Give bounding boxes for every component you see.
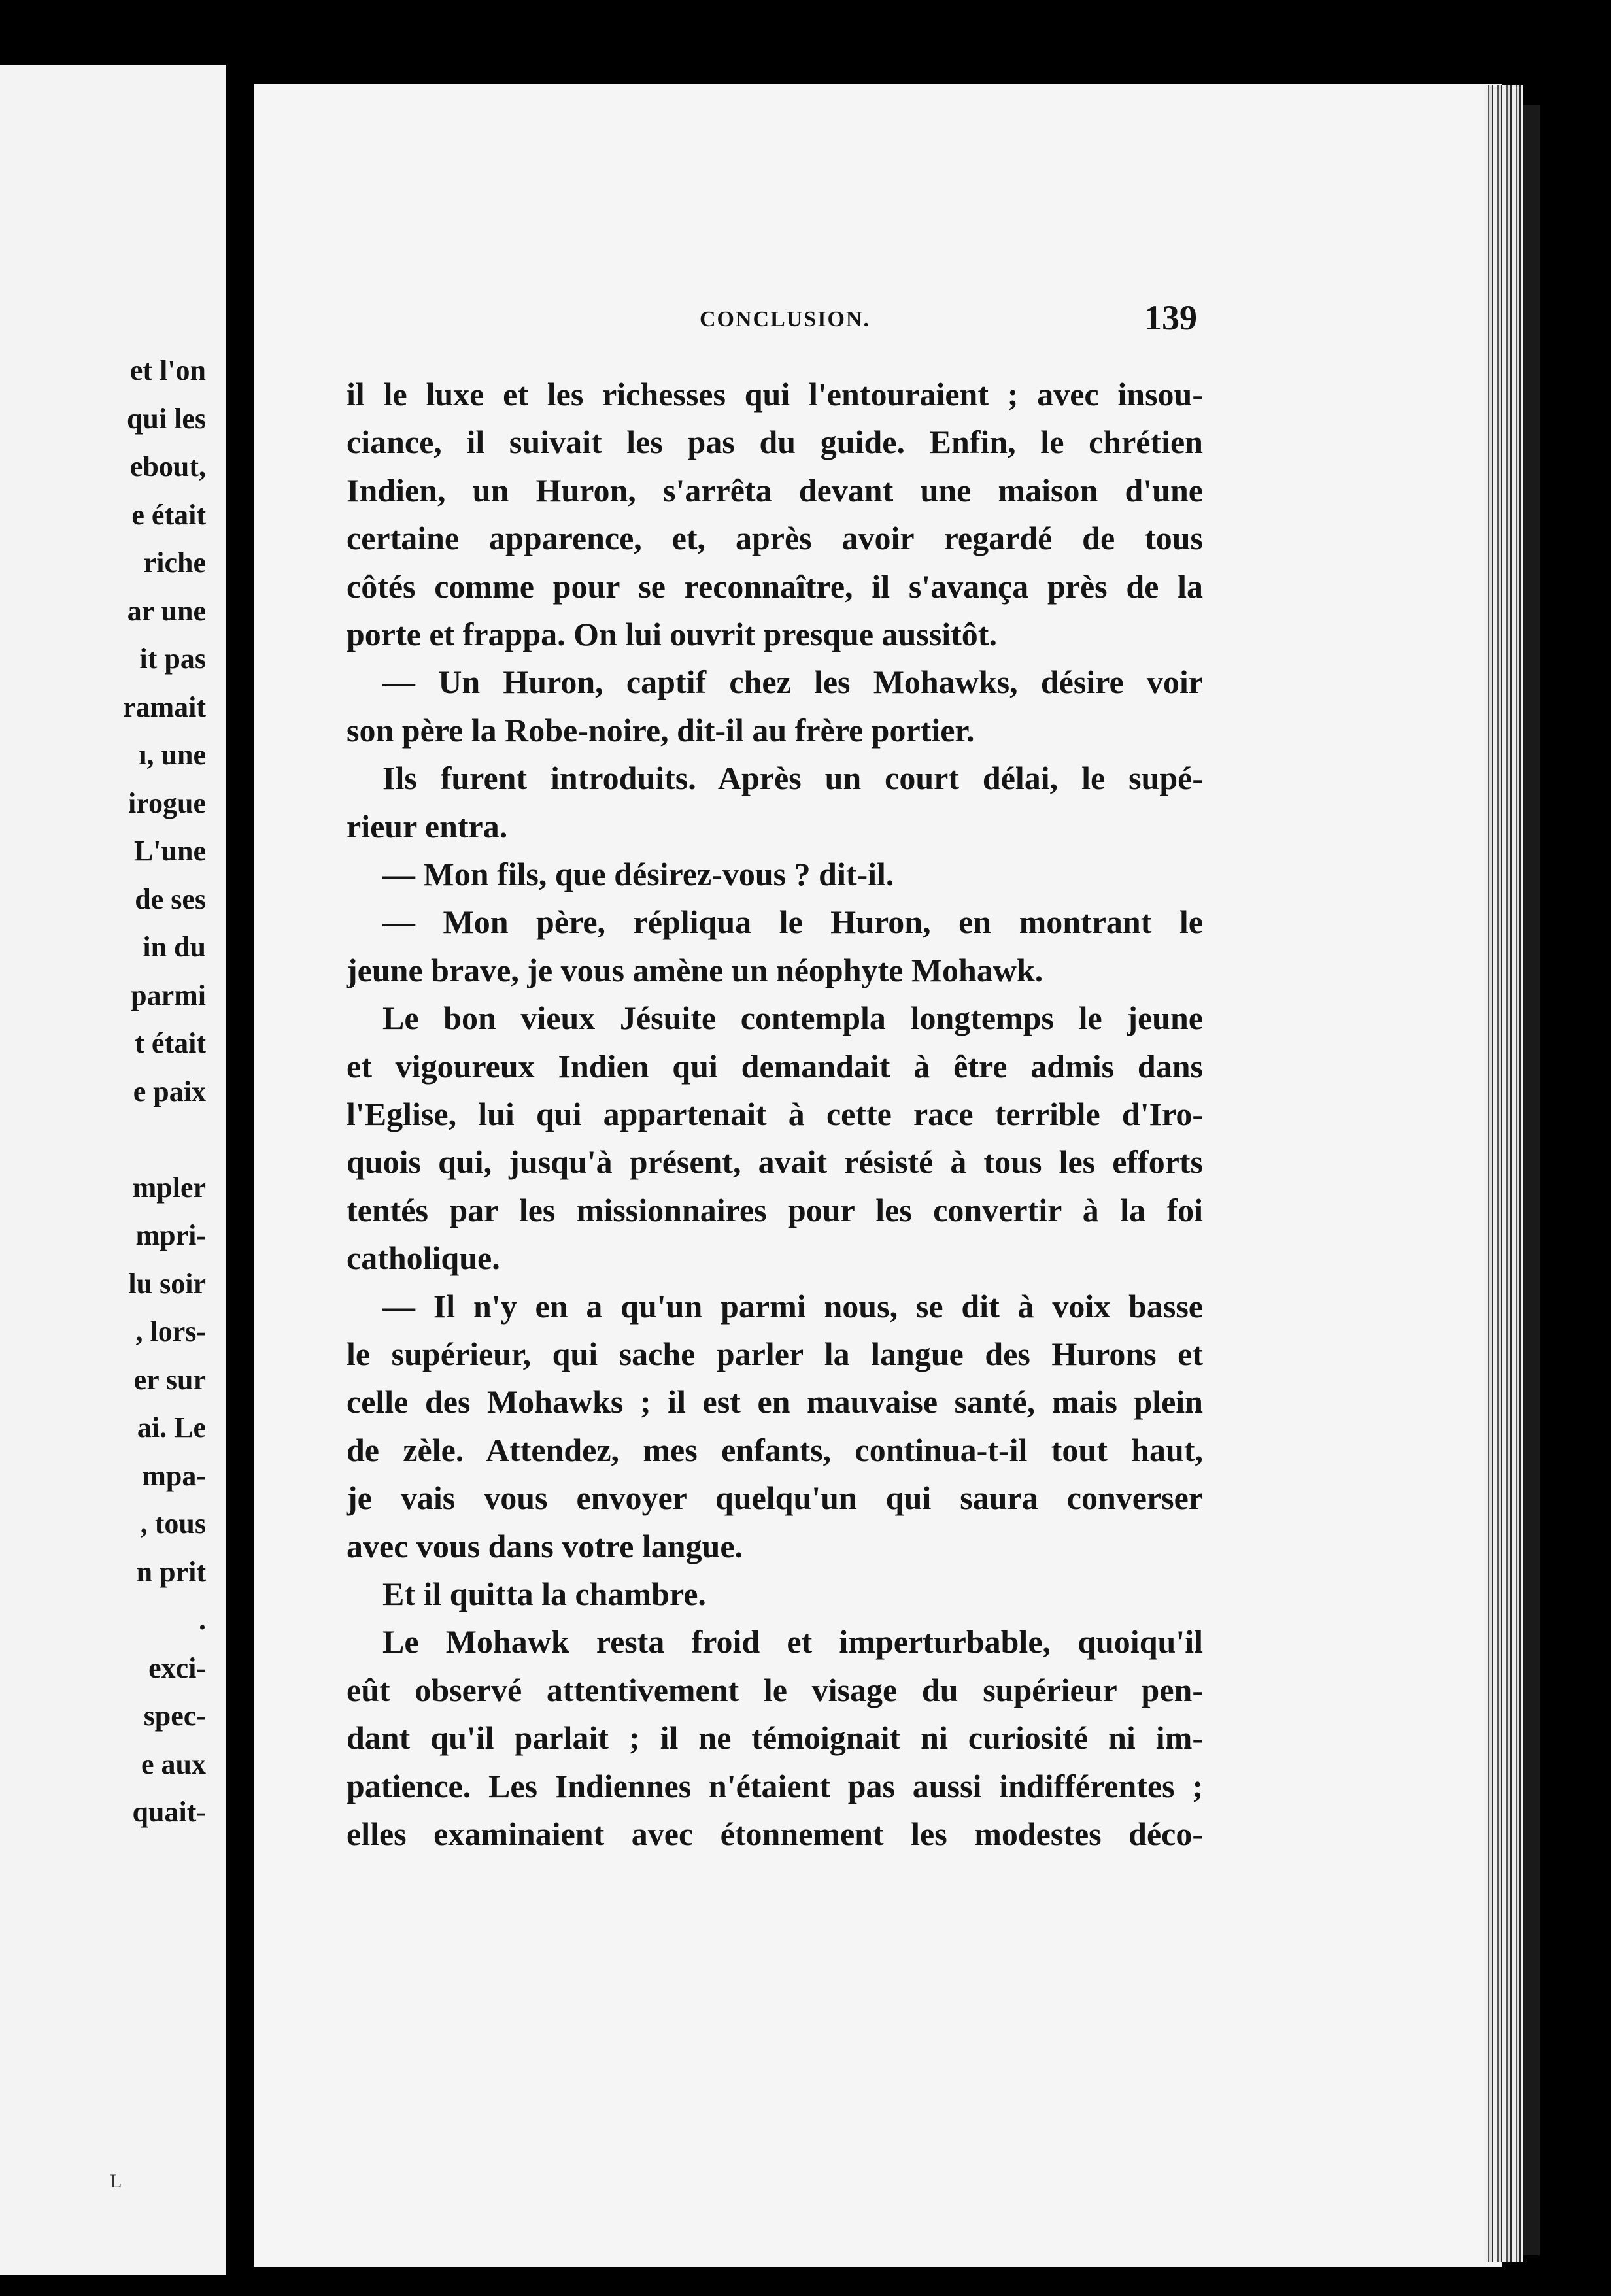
left-page-fragment: mpa-: [142, 1459, 206, 1492]
text-line: catholique.: [347, 1240, 500, 1277]
text-line: rieur entra.: [347, 807, 508, 845]
text-line: ciance, il suivait les pas du guide. Enfin, le chrétien: [347, 424, 1203, 461]
text-line: Et il quitta la chambre.: [382, 1576, 706, 1612]
text-line: tentés par les missionnaires pour les convertir à la foi: [347, 1191, 1203, 1228]
left-page-fragment: irogue: [128, 786, 206, 819]
left-page-fragment: exci-: [148, 1651, 206, 1684]
left-page-fragment: qui les: [126, 402, 206, 435]
left-page-fragment: ebout,: [129, 450, 206, 482]
text-line: porte et frappa. On lui ouvrit presque aussitôt.: [347, 616, 997, 652]
text-line: Ils furent introduits. Après un court délai, le supé-: [382, 760, 1203, 797]
left-page-fragment: er sur: [133, 1363, 206, 1396]
text-line: son père la Robe-noire, dit-il au frère portier.: [347, 711, 975, 749]
left-page-fragment: e paix: [133, 1075, 206, 1107]
left-page-fragment: et l'on: [129, 354, 206, 386]
left-page-fragment: e aux: [141, 1747, 206, 1780]
left-page-fragment: lu soir: [128, 1267, 206, 1300]
text-line: — Mon fils, que désirez-vous ? dit-il.: [382, 856, 894, 892]
text-line: côtés comme pour se reconnaître, il s'avança près de la: [347, 567, 1203, 605]
text-line: il le luxe et les richesses qui l'entouraient ; avec insou-: [347, 376, 1203, 413]
text-line: dant qu'il parlait ; il ne témoignait ni curiosité ni im-: [347, 1719, 1203, 1757]
text-line: Le bon vieux Jésuite contempla longtemps le jeune: [382, 1000, 1203, 1037]
left-page-fragment: de ses: [135, 883, 206, 915]
text-line: — Mon père, répliqua le Huron, en montrant le: [382, 903, 1203, 941]
text-line: jeune brave, je vous amène un néophyte Mohawk.: [347, 951, 1043, 988]
left-page-fragment: mpri-: [135, 1219, 206, 1251]
text-line: Le Mohawk resta froid et imperturbable, quoiqu'il: [382, 1623, 1203, 1661]
left-page-fragment: ai. Le: [137, 1411, 206, 1443]
text-line: quois qui, jusqu'à présent, avait résisté à tous les efforts: [347, 1143, 1203, 1181]
left-page-fragment: ar une: [127, 594, 206, 627]
left-page: [0, 65, 226, 2275]
left-page-fragment: .: [199, 1604, 206, 1636]
page-edges-shadow: [1523, 105, 1540, 2255]
left-page-fragment: parmi: [131, 979, 206, 1011]
page-edges: [1484, 85, 1523, 2262]
left-page-fragment: t était: [135, 1027, 206, 1059]
text-line: elles examinaient avec étonnement les modestes déco-: [347, 1815, 1203, 1852]
left-page-fragment: ramait: [122, 690, 206, 723]
left-page-fragment: riche: [143, 547, 206, 579]
text-line: patience. Les Indiennes n'étaient pas aussi indifférentes ;: [347, 1767, 1203, 1804]
left-page-fragment: , lors-: [135, 1315, 206, 1347]
text-line: certaine apparence, et, après avoir regardé de tous: [347, 520, 1203, 557]
left-page-fragment: mpler: [132, 1171, 206, 1204]
left-page-fragment: , tous: [140, 1508, 206, 1540]
left-page-fragment: e était: [131, 498, 206, 531]
left-page-fragment: it pas: [139, 643, 206, 675]
text-line: — Il n'y en a qu'un parmi nous, se dit à voix basse: [382, 1287, 1203, 1325]
left-page-fragment: n prit: [136, 1555, 206, 1588]
text-line: et vigoureux Indien qui demandait à être admis dans: [347, 1047, 1203, 1085]
left-page-fragment: quait-: [132, 1796, 206, 1828]
text-line: — Un Huron, captif chez les Mohawks, désire voir: [382, 664, 1203, 701]
page-number: 139: [1144, 298, 1197, 337]
text-line: le supérieur, qui sache parler la langue des Hurons et: [347, 1336, 1203, 1372]
text-line: l'Eglise, lui qui appartenait à cette race terrible d'Iro-: [347, 1096, 1203, 1132]
text-line: je vais vous envoyer quelqu'un qui saura converser: [347, 1479, 1203, 1517]
left-page-fragment: ı, une: [139, 739, 206, 771]
running-header: CONCLUSION.: [700, 307, 870, 331]
text-line: avec vous dans votre langue.: [347, 1527, 743, 1564]
text-line: Indien, un Huron, s'arrêta devant une maison d'une: [347, 471, 1203, 509]
text-line: de zèle. Attendez, mes enfants, continua-t-il tout haut,: [347, 1431, 1203, 1468]
left-page-fragment: in du: [143, 931, 206, 963]
footer-mark: L: [110, 2170, 122, 2192]
left-page-fragment: spec-: [143, 1700, 206, 1732]
text-line: eût observé attentivement le visage du supérieur pen-: [347, 1671, 1203, 1708]
text-line: celle des Mohawks ; il est en mauvaise santé, mais plein: [347, 1383, 1203, 1421]
left-page-fragment: L'une: [133, 835, 206, 867]
